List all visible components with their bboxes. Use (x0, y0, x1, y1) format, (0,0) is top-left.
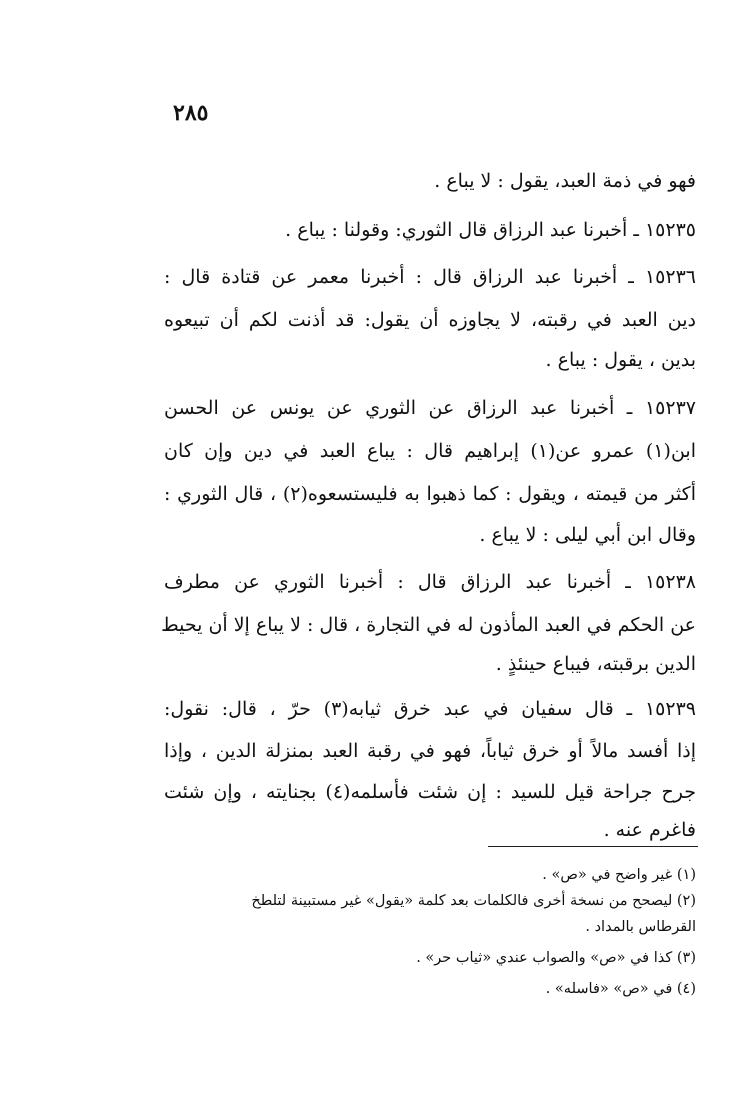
text-line: جرح جراحة قيل للسيد : إن شئت فأسلمه(٤) بجنايته ، وإن شئت (164, 781, 696, 803)
footnote: (١) غير واضح في «ص» . (542, 867, 696, 883)
text-line: إذا أفسد مالاً أو خرق ثياباً، فهو في رقبة العبد بمنزلة الدين ، وإذا (164, 740, 696, 762)
footnote-divider (488, 846, 698, 847)
text-line: فاغرم عنه . (603, 819, 696, 841)
text-line: أكثر من قيمته ، ويقول : كما ذهبوا به فليستسعوه(٢) ، قال الثوري : (164, 483, 696, 505)
narration-15237: ١٥٢٣٧ ـ أخبرنا عبد الرزاق عن الثوري عن يونس عن الحسن (164, 397, 696, 419)
footnote: (٤) في «ص» «فاسله» . (545, 981, 696, 997)
text-line: دين العبد في رقبته، لا يجاوزه أن يقول: قد أذنت لكم أن تبيعوه (164, 309, 696, 331)
narration-15238: ١٥٢٣٨ ـ أخبرنا عبد الرزاق قال : أخبرنا الثوري عن مطرف (164, 571, 696, 593)
text-line: فهو في ذمة العبد، يقول : لا يباع . (434, 170, 696, 192)
text-line: الدين برقبته، فيباع حينئذٍ . (495, 653, 696, 675)
footnote: (٢) ليصحح من نسخة أخرى فالكلمات بعد كلمة «يقول» غير مستبينة لتلطخ (251, 893, 696, 909)
text-line: ابن(١) عمرو عن(١) إبراهيم قال : يباع العبد في دين وإن كان (164, 440, 696, 462)
footnote: (٣) كذا في «ص» والصواب عندي «ثياب حر» . (416, 950, 696, 966)
page-number: ٢٨٥ (173, 100, 209, 126)
narration-15236: ١٥٢٣٦ ـ أخبرنا عبد الرزاق قال : أخبرنا معمر عن قتادة قال : (164, 266, 696, 288)
narration-15235: ١٥٢٣٥ ـ أخبرنا عبد الرزاق قال الثوري: وقولنا : يباع . (285, 219, 696, 241)
text-line: وقال ابن أبي ليلى : لا يباع . (479, 524, 696, 546)
narration-15239: ١٥٢٣٩ ـ قال سفيان في عبد خرق ثيابه(٣) حرّ ، قال: نقول: (164, 698, 696, 720)
text-line: بدين ، يقول : يباع . (545, 349, 696, 371)
text-line: عن الحكم في العبد المأذون له في التجارة ، قال : لا يباع إلا أن يحيط (161, 614, 696, 636)
footnote: القرطاس بالمداد . (585, 919, 696, 935)
